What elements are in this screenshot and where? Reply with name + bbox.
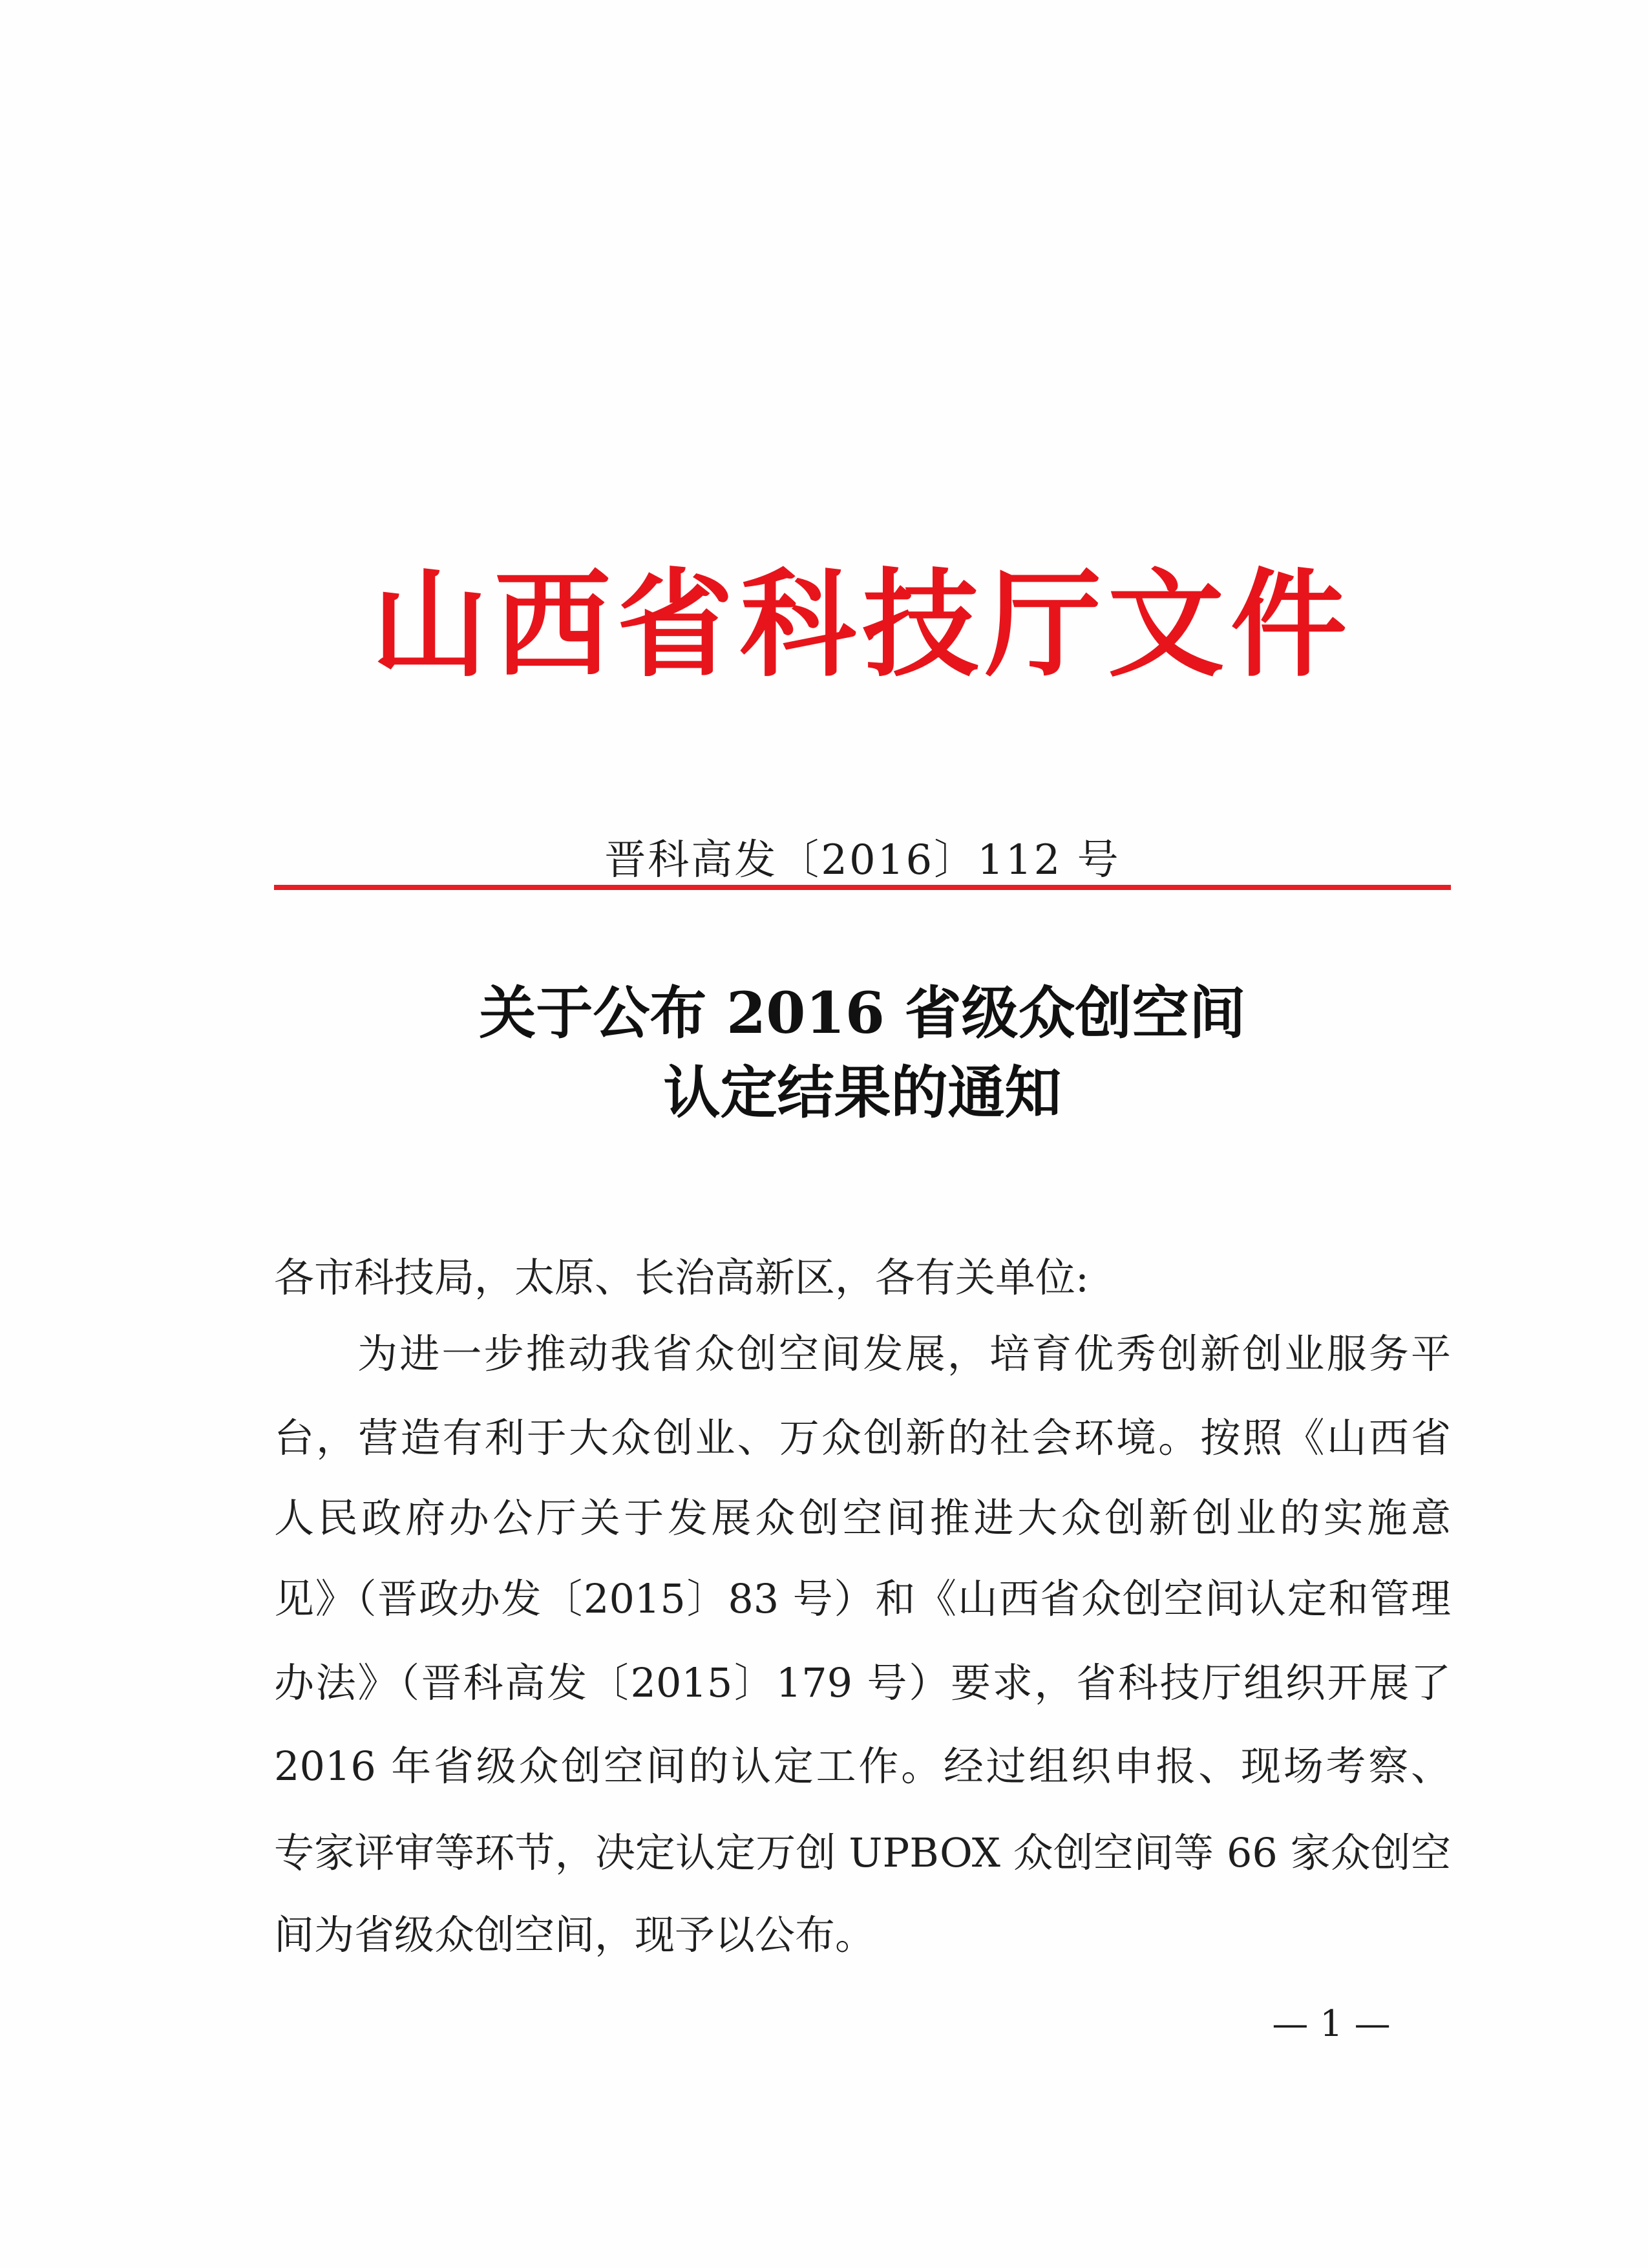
paragraph-line: 专家评审等环节，决定认定万创 UPBOX 众创空间等 66 家众创空 [274, 1829, 1451, 1876]
paragraph-line: 人民政府办公厅关于发展众创空间推进大众创新创业的实施意 [274, 1494, 1451, 1542]
paragraph-line: 2016 年省级众创空间的认定工作。经过组织申报、现场考察、 [274, 1743, 1451, 1790]
paragraph-line: 台，营造有利于大众创业、万众创新的社会环境。按照《山西省 [274, 1414, 1451, 1461]
salutation: 各市科技局，太原、长治高新区，各有关单位: [274, 1254, 1089, 1301]
paragraph-line: 见》（晋政办发〔2015〕83 号）和《山西省众创空间认定和管理 [274, 1575, 1451, 1622]
notice-title-line-2: 认定结果的通知 [663, 1059, 1062, 1126]
page-number: — 1 — [1272, 2003, 1391, 2045]
document-header-title: 山西省科技厅文件 [372, 556, 1347, 693]
paragraph-line: 办法》（晋科高发〔2015〕179 号）要求，省科技厅组织开展了 [274, 1659, 1451, 1706]
paragraph-line: 间为省级众创空间，现予以公布。 [274, 1911, 876, 1958]
document-number: 晋科高发〔2016〕112 号 [604, 836, 1121, 884]
notice-title-line-1: 关于公布 2016 省级众创空间 [479, 979, 1246, 1046]
red-divider-line [274, 885, 1451, 890]
paragraph-line: 为进一步推动我省众创空间发展，培育优秀创新创业服务平 [357, 1330, 1451, 1377]
